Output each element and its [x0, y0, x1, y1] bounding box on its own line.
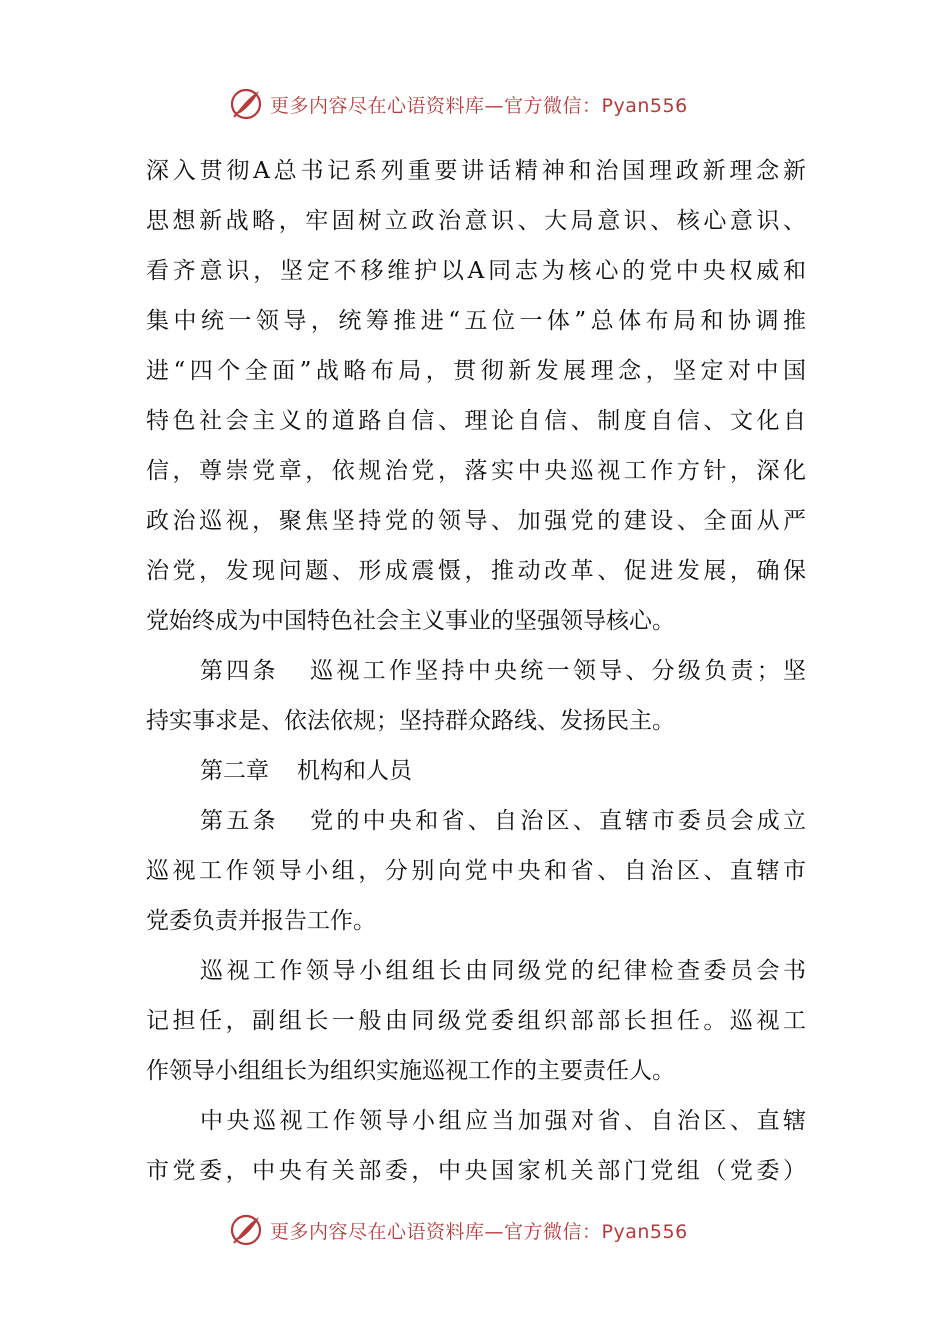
footer-watermark: [228, 1210, 688, 1250]
paragraph-line: 中央巡视工作领导小组应当加强对省、自治区、直辖: [200, 1108, 806, 1134]
header-watermark: [228, 84, 688, 124]
article-5-line: [146, 796, 806, 846]
chapter-2-heading: [146, 746, 806, 796]
body-line: 进“四个全面”战略布局，贯彻新发展理念，坚定对中国: [146, 358, 806, 384]
chapter-2-number: 第二章: [200, 758, 269, 784]
quill-pen-seal-icon: [228, 86, 264, 122]
watermark-text: 更多内容尽在心语资料库—官方微信：Pyan556: [270, 1220, 688, 1243]
article-5-line: 巡视工作领导小组，分别向党中央和省、自治区、直辖市: [146, 858, 806, 884]
article-5-heading: 第五条: [200, 808, 279, 834]
article-4-heading: 第四条: [200, 658, 279, 684]
body-line: 集中统一领导，统筹推进“五位一体”总体布局和协调推: [146, 308, 806, 334]
body-line: 党始终成为中国特色社会主义事业的坚强领导核心。: [146, 608, 675, 634]
article-5-text: 党的中央和省、自治区、直辖市委员会成立: [306, 808, 806, 834]
article-4-text: 巡视工作坚持中央统一领导、分级负责；坚: [306, 658, 806, 684]
quill-pen-seal-icon: [228, 1212, 264, 1248]
article-4-line: [146, 646, 806, 696]
body-line: 信，尊崇党章，依规治党，落实中央巡视工作方针，深化: [146, 458, 806, 484]
body-line: 治党，发现问题、形成震慑，推动改革、促进发展，确保: [146, 558, 806, 584]
chapter-2-title: 机构和人员: [297, 758, 412, 784]
paragraph-line: 市党委，中央有关部委，中央国家机关部门党组（党委）: [146, 1158, 806, 1184]
paragraph-line: 记担任，副组长一般由同级党委组织部部长担任。巡视工: [146, 1008, 806, 1034]
body-line: 特色社会主义的道路自信、理论自信、制度自信、文化自: [146, 408, 806, 434]
article-5-line: 党委负责并报告工作。: [146, 908, 376, 934]
body-line: 思想新战略，牢固树立政治意识、大局意识、核心意识、: [146, 208, 806, 234]
article-4-line: 持实事求是、依法依规；坚持群众路线、发扬民主。: [146, 708, 675, 734]
paragraph-line: 巡视工作领导小组组长由同级党的纪律检查委员会书: [200, 958, 806, 984]
document-body: [146, 146, 806, 1196]
body-line: 深入贯彻A总书记系列重要讲话精神和治国理政新理念新: [146, 158, 806, 184]
watermark-text: 更多内容尽在心语资料库—官方微信：Pyan556: [270, 94, 688, 117]
paragraph-line: 作领导小组组长为组织实施巡视工作的主要责任人。: [146, 1058, 675, 1084]
body-line: 政治巡视，聚焦坚持党的领导、加强党的建设、全面从严: [146, 508, 806, 534]
body-line: 看齐意识，坚定不移维护以A同志为核心的党中央权威和: [146, 258, 806, 284]
